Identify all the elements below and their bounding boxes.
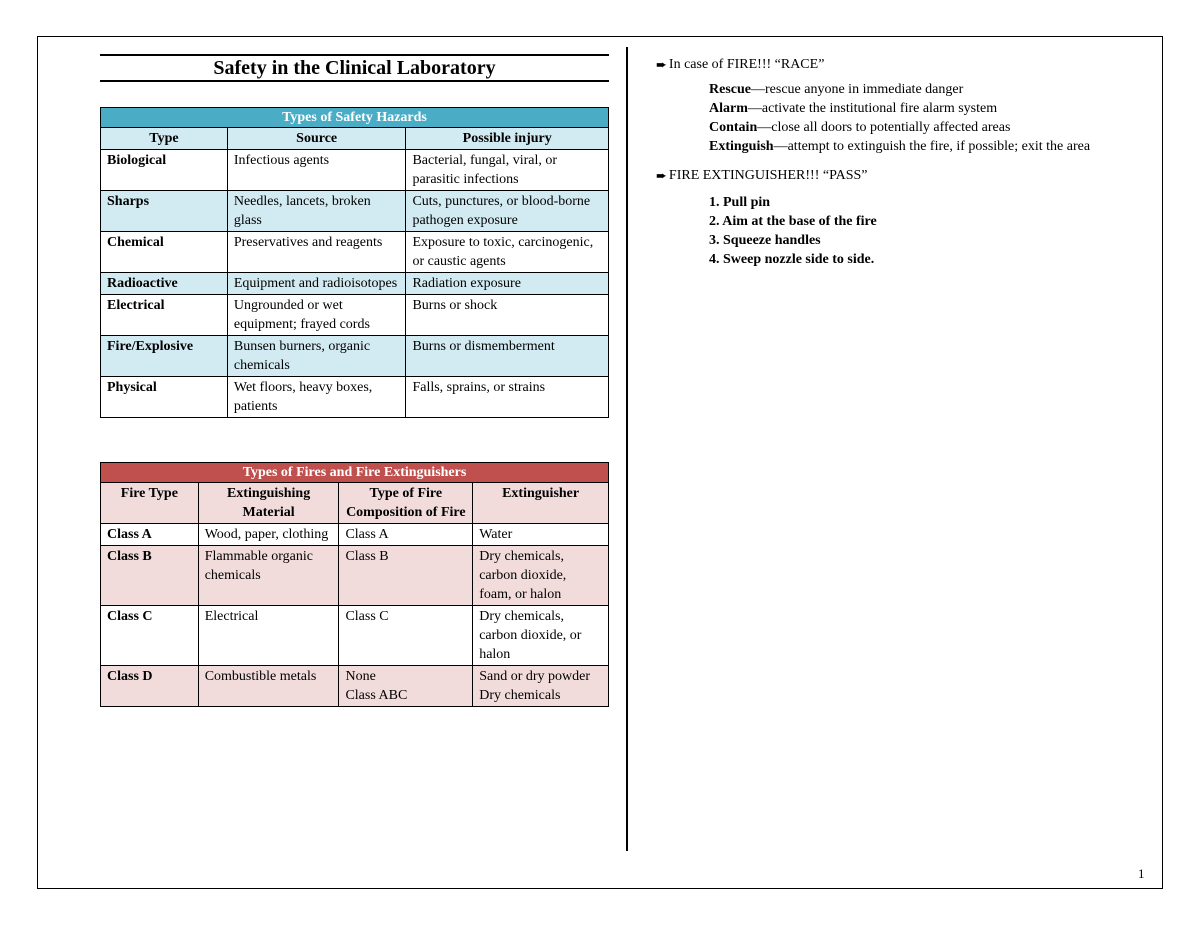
hazard-injury: Burns or shock xyxy=(406,295,609,336)
hazard-source: Wet floors, heavy boxes, patients xyxy=(227,377,406,418)
hazard-injury: Radiation exposure xyxy=(406,273,609,295)
fire-composition: Class B xyxy=(339,546,473,606)
hazard-source: Needles, lancets, broken glass xyxy=(227,191,406,232)
fire-material: Electrical xyxy=(198,606,339,666)
pass-step: 1. Pull pin xyxy=(709,195,771,210)
hazard-injury: Burns or dismemberment xyxy=(406,336,609,377)
hazard-type: Physical xyxy=(101,377,228,418)
column-header: Type xyxy=(101,128,228,150)
pass-heading: FIRE EXTINGUISHER!!! “PASS” xyxy=(668,168,868,183)
pointing-hand-arrow-icon: ➨ xyxy=(656,57,667,72)
column-header: Possible injury xyxy=(406,128,609,150)
extinguisher-line: Dry chemicals xyxy=(479,688,561,703)
fire-extinguisher: Dry chemicals, carbon dioxide, foam, or halon xyxy=(473,546,609,606)
composition-line: Class ABC xyxy=(345,688,408,703)
pass-steps xyxy=(709,193,1136,269)
race-item xyxy=(709,118,1136,137)
fire-type: Class A xyxy=(101,524,199,546)
race-item xyxy=(709,99,1136,118)
table-row xyxy=(101,666,609,707)
race-text: —close all doors to potentially affected areas xyxy=(757,120,1011,135)
pass-step: 4. Sweep nozzle side to side. xyxy=(709,252,875,267)
fire-type: Class C xyxy=(101,606,199,666)
table-row xyxy=(101,191,609,232)
pointing-hand-arrow-icon: ➨ xyxy=(656,168,667,183)
fire-extinguisher xyxy=(473,666,609,707)
hazard-type: Electrical xyxy=(101,295,228,336)
hazard-source: Equipment and radioisotopes xyxy=(227,273,406,295)
race-heading-line xyxy=(656,55,1136,74)
race-item xyxy=(709,80,1136,99)
hazard-source: Bunsen burners, organic chemicals xyxy=(227,336,406,377)
column-header: Extinguishing Material xyxy=(198,483,339,524)
race-term: Rescue xyxy=(709,82,751,97)
fire-material: Combustible metals xyxy=(198,666,339,707)
table-caption: Types of Safety Hazards xyxy=(101,108,609,128)
hazard-injury: Falls, sprains, or strains xyxy=(406,377,609,418)
table-row xyxy=(101,606,609,666)
column-header: Type of Fire Composition of Fire xyxy=(339,483,473,524)
column-header: Extinguisher xyxy=(473,483,609,524)
hazard-type: Fire/Explosive xyxy=(101,336,228,377)
race-list xyxy=(709,80,1136,156)
hazard-type: Radioactive xyxy=(101,273,228,295)
hazard-injury: Bacterial, fungal, viral, or parasitic infections xyxy=(406,150,609,191)
composition-line: None xyxy=(345,669,376,684)
fire-composition xyxy=(339,666,473,707)
race-text: —activate the institutional fire alarm system xyxy=(747,101,998,116)
race-heading: In case of FIRE!!! “RACE” xyxy=(668,57,825,72)
fire-procedures xyxy=(656,55,1136,269)
hazard-source: Infectious agents xyxy=(227,150,406,191)
hazard-type: Chemical xyxy=(101,232,228,273)
hazard-source: Preservatives and reagents xyxy=(227,232,406,273)
pass-heading-line xyxy=(656,166,1136,185)
fire-material: Wood, paper, clothing xyxy=(198,524,339,546)
hazard-injury: Cuts, punctures, or blood-borne pathogen exposure xyxy=(406,191,609,232)
pass-step: 3. Squeeze handles xyxy=(709,233,821,248)
column-divider xyxy=(626,47,628,851)
column-header: Source xyxy=(227,128,406,150)
race-term: Contain xyxy=(709,120,758,135)
fire-composition: Class C xyxy=(339,606,473,666)
race-text: —attempt to extinguish the fire, if possible; exit the area xyxy=(773,139,1091,154)
table-row xyxy=(101,336,609,377)
table-row xyxy=(101,377,609,418)
column-header: Fire Type xyxy=(101,483,199,524)
hazard-type: Sharps xyxy=(101,191,228,232)
table-row xyxy=(101,546,609,606)
table-row xyxy=(101,295,609,336)
race-item xyxy=(709,137,1136,156)
fire-extinguisher: Water xyxy=(473,524,609,546)
fire-extinguisher: Dry chemicals, carbon dioxide, or halon xyxy=(473,606,609,666)
fire-types-table xyxy=(100,462,609,707)
pass-step: 2. Aim at the base of the fire xyxy=(709,214,877,229)
table-row xyxy=(101,150,609,191)
hazard-type: Biological xyxy=(101,150,228,191)
hazard-injury: Exposure to toxic, carcinogenic, or caustic agents xyxy=(406,232,609,273)
fire-composition: Class A xyxy=(339,524,473,546)
table-row xyxy=(101,273,609,295)
fire-type: Class D xyxy=(101,666,199,707)
safety-hazards-table xyxy=(100,107,609,418)
fire-type: Class B xyxy=(101,546,199,606)
race-term: Extinguish xyxy=(709,139,774,154)
fire-material: Flammable organic chemicals xyxy=(198,546,339,606)
page-number: 1 xyxy=(1138,866,1145,881)
table-row xyxy=(101,232,609,273)
extinguisher-line: Sand or dry powder xyxy=(479,669,591,684)
table-caption: Types of Fires and Fire Extinguishers xyxy=(101,463,609,483)
table-row xyxy=(101,524,609,546)
hazard-source: Ungrounded or wet equipment; frayed cords xyxy=(227,295,406,336)
page-title: Safety in the Clinical Laboratory xyxy=(100,54,609,82)
race-term: Alarm xyxy=(709,101,748,116)
race-text: —rescue anyone in immediate danger xyxy=(751,82,964,97)
